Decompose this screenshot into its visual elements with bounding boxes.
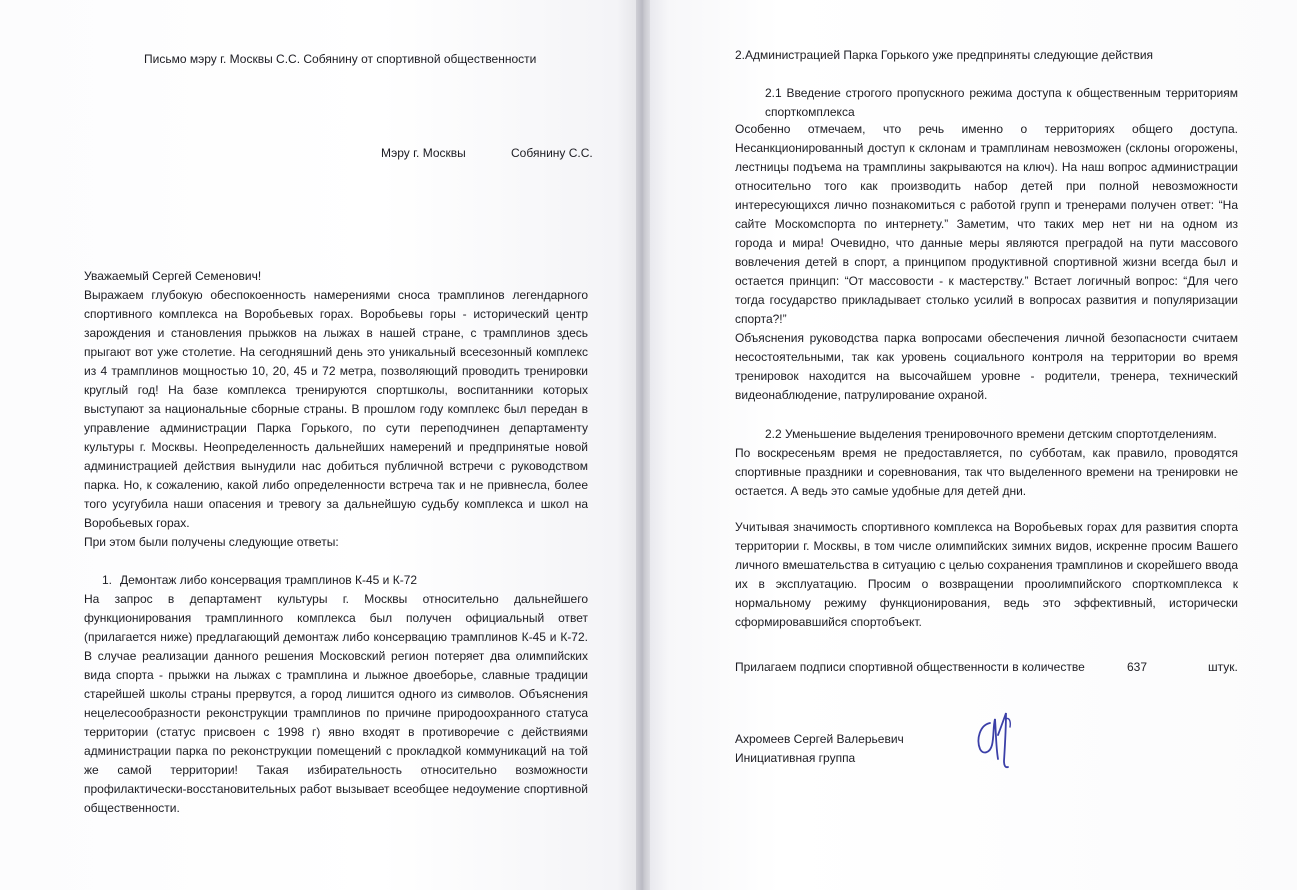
- book-gutter: [636, 0, 650, 890]
- paragraph-line: из 4 трамплинов мощностью 10, 20, 45 и 72 метра, позволяющий проводить тренировки: [84, 364, 588, 378]
- paragraph-line: территории (статус присвоен с 1998 г) явно входят в противоречие с действиями: [84, 725, 588, 739]
- paragraph-line: парка. Но, к сожалению, какой либо определенности встреча так и не привнесла, более: [84, 478, 588, 492]
- paragraph-line: Особенно отмечаем, что речь именно о территориях общего доступа.: [735, 122, 1238, 136]
- paragraph-line: В случае реализации данного решения Московский регион потеряет два олимпийских: [84, 649, 588, 663]
- paragraph-line: спортивные праздники и соревнования, так что выделенного времени на тренировки не: [735, 465, 1238, 479]
- paragraph-line: профилактически-восстановительных работ вызывает всеобщее недоумение спортивной: [84, 782, 588, 796]
- signatures-unit: штук.: [1208, 660, 1238, 674]
- greeting: Уважаемый Сергей Семенович!: [84, 269, 262, 283]
- paragraph-line: вида спорта - прыжки на лыжах с трамплина и лыжное двоеборье, славные традиции: [84, 668, 588, 682]
- letter-title: Письмо мэру г. Москвы С.С. Собянину от спортивной общественности: [144, 52, 537, 66]
- paragraph-line: лестницы подъема на трамплины закрываются на ключ). На наш вопрос администрации: [735, 160, 1238, 174]
- paragraph-line: зарождения и становления прыжков на лыжах в нашей стране, с трамплинов здесь: [84, 326, 588, 340]
- paragraph-line: сайте Москомспорта по интернету.” Заметим, что таких мер нет ни на одном из: [735, 217, 1238, 231]
- signatures-count: 637: [1127, 660, 1148, 674]
- paragraph-line: личного вмешательства в ситуацию с целью сохранения трамплинов и скорейшего ввода: [735, 558, 1238, 572]
- paragraph-line: несостоятельными, так как уровень социального контроля на территории во время: [735, 350, 1238, 364]
- paragraph-line: спортивного комплекса на Воробьевых горах. Воробьевы горы - исторический центр: [84, 307, 588, 321]
- paragraph-line: круглый год! На базе комплекса тренируются спортшколы, воспитанники которых: [84, 383, 588, 397]
- paragraph-line: Учитывая значимость спортивного комплекса на Воробьевых горах для развития спорта: [735, 520, 1238, 534]
- paragraph-line: тренировок находится на высочайшем уровне - родители, тренера, технический: [735, 369, 1238, 383]
- section-heading: 2.Администрацией Парка Горького уже предприняты следующие действия: [735, 48, 1154, 62]
- paragraph-line: нормальному режиму функционирования, ведь это эффективный, исторически: [735, 596, 1238, 610]
- paragraph-line: старейшей школы страны прервутся, а город лишится одного из символов. Объяснения: [84, 687, 588, 701]
- paragraph-line: спорта?!”: [735, 312, 787, 326]
- paragraph-line: видеонаблюдение, патрулирование охраной.: [735, 388, 988, 402]
- paragraph-line: Выражаем глубокую обеспокоенность намерениями сноса трамплинов легендарного: [84, 288, 588, 302]
- paragraph-line: относительно того как производить набор детей при полной невозможности: [735, 179, 1238, 193]
- paragraph-line: администрации парка по реконструкции помещений с прокладкой коммуникаций на той: [84, 744, 588, 758]
- paragraph-line: Объяснения руководства парка вопросами обеспечения личной безопасности считаем: [735, 331, 1238, 345]
- subsection-heading: 2.1 Введение строгого пропускного режима доступа к общественным территориям: [765, 86, 1238, 100]
- paragraph-line: администрацией действия вынудили нас добиться публичной встречи с руководством: [84, 459, 588, 473]
- paragraph-line: того усугубила наши опасения и тревогу за дальнейшую судьбу комплекса и школ на: [84, 497, 588, 511]
- paragraph-line: выступают за национальные сборные страны. В прошлом году комплекс был передан в: [84, 402, 588, 416]
- paragraph-line: Воробьевых горах.: [84, 516, 190, 530]
- paragraph-line: функционирования трамплинного комплекса был получен официальный ответ: [84, 611, 588, 625]
- subsection-heading: спорткомплекса: [765, 105, 855, 119]
- subsection-heading: 2.2 Уменьшение выделения тренировочного времени детским спортотделениям.: [765, 427, 1217, 441]
- paragraph-line: остается принцип: “От массовости - к мастерству.” Встает логичный вопрос: “Для чего: [735, 274, 1238, 288]
- handwritten-signature-icon: [968, 705, 1028, 771]
- paragraph-line: тогда государство прикладывает столько усилий в вопросах развития и популяризации: [735, 293, 1238, 307]
- paragraph-line: их в эксплуатацию. Просим о возвращении проолимпийского спорткомплекса к: [735, 577, 1238, 591]
- right-page: [650, 0, 1297, 890]
- item-number: 1.: [102, 573, 113, 587]
- paragraph-line: управление администрации Парка Горького, по сути переподчинен департаменту: [84, 421, 588, 435]
- paragraph-line: остается. А ведь это самые удобные для детей дни.: [735, 484, 1027, 498]
- paragraph-line: территории г. Москвы, в том числе олимпийских зимних видов, искренне просим Вашего: [735, 539, 1238, 553]
- left-page: [0, 0, 636, 890]
- paragraph-line: культуры г. Москвы. Неопределенность дальнейших намерений и предпринятые новой: [84, 440, 588, 454]
- signer-name: Ахромеев Сергей Валерьевич: [735, 732, 904, 746]
- signatures-statement: Прилагаем подписи спортивной общественности в количестве: [735, 660, 1085, 674]
- paragraph-line: (прилагается ниже) предлагающий демонтаж либо консервацию трамплинов К-45 и К-72.: [84, 630, 588, 644]
- paragraph-line: интересующихся лично познакомиться с работой групп и тренерами получен ответ: “На: [735, 198, 1238, 212]
- signer-group: Инициативная группа: [735, 751, 856, 765]
- paragraph-line: нецелесообразности реконструкции трамплинов по причине природоохранного статуса: [84, 706, 588, 720]
- paragraph-line: же самой территории! Такая избирательность относительно возможности: [84, 763, 588, 777]
- paragraph-line: По воскресеньям время не предоставляется, по субботам, как правило, проводятся: [735, 446, 1238, 460]
- addressee-city: Мэру г. Москвы: [381, 146, 466, 160]
- paragraph-line: общественности.: [84, 801, 180, 815]
- answers-intro: При этом были получены следующие ответы:: [84, 535, 339, 549]
- paragraph-line: На запрос в департамент культуры г. Москвы относительно дальнейшего: [84, 592, 588, 606]
- paragraph-line: вовлечения детей в спорт, а принципом продуктивной спортивной жизни всегда был и: [735, 255, 1238, 269]
- paragraph-line: Несанкционированный доступ к склонам и трамплинам невозможен (склоны огорожены,: [735, 141, 1238, 155]
- item-heading: Демонтаж либо консервация трамплинов К-45 и К-72: [120, 573, 418, 587]
- addressee-name: Собянину С.С.: [511, 146, 593, 160]
- paragraph-line: прыгают вот уже столетие. На сегодняшний день это уникальный всесезонный комплекс: [84, 345, 588, 359]
- paragraph-line: города и мира! Очевидно, что данные меры являются преградой на пути массового: [735, 236, 1238, 250]
- paragraph-line: сформировавшийся спортобъект.: [735, 615, 922, 629]
